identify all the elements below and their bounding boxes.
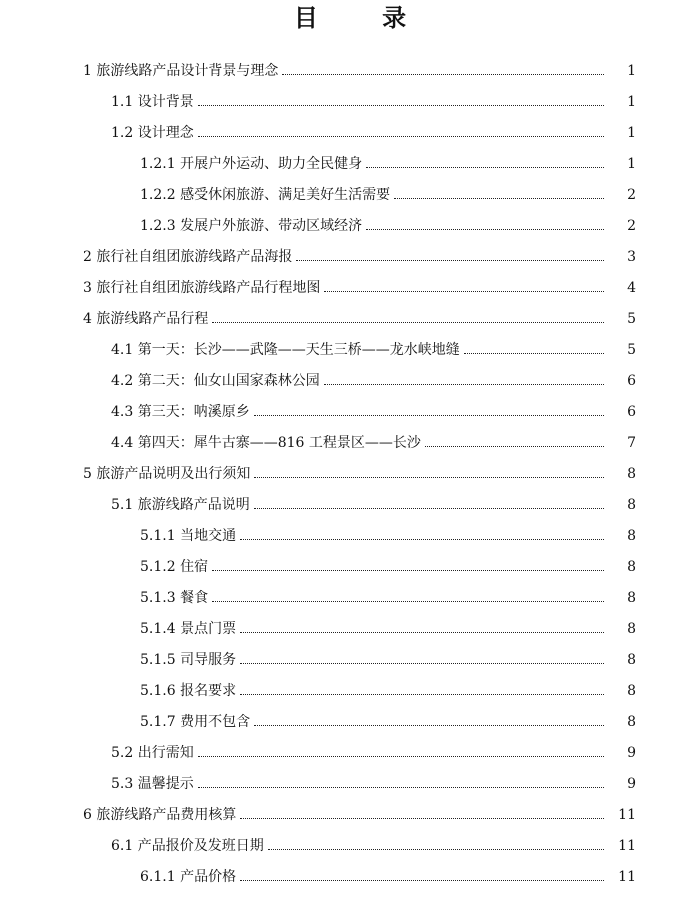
toc-entry-page-number: 8 <box>627 713 636 730</box>
dot-leader <box>198 135 604 137</box>
toc-entry-page-number: 1 <box>627 124 636 141</box>
toc-entry-title: 1.1 设计背景 <box>111 93 194 110</box>
toc-entry[interactable] <box>0 396 700 427</box>
toc-entry-page-number: 8 <box>627 682 636 699</box>
toc-entry-page-number: 11 <box>618 837 636 854</box>
dot-leader <box>240 693 604 695</box>
dot-leader <box>268 848 604 850</box>
toc-entry-title: 5.1 旅游线路产品说明 <box>111 496 250 513</box>
dot-leader <box>212 569 604 571</box>
toc-entry-page-number: 1 <box>627 93 636 110</box>
toc-entry-title: 6.1.1 产品价格 <box>140 868 237 885</box>
toc-entry-title: 4 旅游线路产品行程 <box>83 310 209 327</box>
dot-leader <box>212 321 604 323</box>
toc-entry-page-number: 11 <box>618 806 636 823</box>
toc-entry-page-number: 7 <box>627 434 636 451</box>
toc-entry-page-number: 8 <box>627 589 636 606</box>
toc-entry[interactable] <box>0 458 700 489</box>
toc-entry-page-number: 1 <box>627 62 636 79</box>
toc-entry-page-number: 8 <box>627 496 636 513</box>
toc-entry-page-number: 1 <box>627 155 636 172</box>
toc-entry-title: 1.2.1 开展户外运动、助力全民健身 <box>140 155 363 172</box>
toc-entry[interactable] <box>0 613 700 644</box>
toc-entry[interactable] <box>0 830 700 861</box>
toc-entry[interactable] <box>0 520 700 551</box>
toc-entry[interactable] <box>0 489 700 520</box>
toc-entry-title: 5.1.4 景点门票 <box>140 620 237 637</box>
toc-entry[interactable] <box>0 303 700 334</box>
toc-entry-title: 6 旅游线路产品费用核算 <box>83 806 237 823</box>
dot-leader <box>240 631 604 633</box>
toc-entry-title: 1.2.2 感受休闲旅游、满足美好生活需要 <box>140 186 391 203</box>
toc-entry[interactable] <box>0 706 700 737</box>
toc-entry-page-number: 9 <box>627 744 636 761</box>
toc-entry-page-number: 8 <box>627 465 636 482</box>
toc-entry-page-number: 3 <box>627 248 636 265</box>
toc-entry-page-number: 8 <box>627 558 636 575</box>
toc-entry-title: 2 旅行社自组团旅游线路产品海报 <box>83 248 293 265</box>
toc-entry-title: 5.1.3 餐食 <box>140 589 209 606</box>
toc-entry-title: 1.2.3 发展户外旅游、带动区域经济 <box>140 217 363 234</box>
toc-entry-page-number: 8 <box>627 527 636 544</box>
toc-entry[interactable] <box>0 86 700 117</box>
toc-entry-page-number: 6 <box>627 403 636 420</box>
dot-leader <box>254 476 604 478</box>
toc-entry-title: 5.1.7 费用不包含 <box>140 713 251 730</box>
toc-entry[interactable] <box>0 427 700 458</box>
toc-entry-title: 5.3 温馨提示 <box>111 775 194 792</box>
dot-leader <box>240 817 604 819</box>
toc-entry[interactable] <box>0 272 700 303</box>
toc-entry-page-number: 5 <box>627 341 636 358</box>
dot-leader <box>425 445 604 447</box>
toc-entry[interactable] <box>0 117 700 148</box>
dot-leader <box>464 352 604 354</box>
toc-entry-title: 4.3 第三天：呐溪原乡 <box>111 403 250 420</box>
toc-entry[interactable] <box>0 644 700 675</box>
toc-entry[interactable] <box>0 582 700 613</box>
toc-entry[interactable] <box>0 799 700 830</box>
toc-entry-title: 5.1.1 当地交通 <box>140 527 237 544</box>
dot-leader <box>324 290 604 292</box>
toc-entry-page-number: 8 <box>627 620 636 637</box>
toc-entry-title: 4.4 第四天：犀牛古寨——816 工程景区——长沙 <box>111 434 421 451</box>
toc-entry-page-number: 2 <box>627 217 636 234</box>
dot-leader <box>366 166 604 168</box>
toc-entry-title: 3 旅行社自组团旅游线路产品行程地图 <box>83 279 321 296</box>
dot-leader <box>296 259 604 261</box>
toc-entry[interactable] <box>0 551 700 582</box>
toc-entry-page-number: 2 <box>627 186 636 203</box>
toc-entry-title: 6.1 产品报价及发班日期 <box>111 837 264 854</box>
dot-leader <box>240 538 604 540</box>
toc-entry-title: 4.1 第一天：长沙——武隆——天生三桥——龙水峡地缝 <box>111 341 460 358</box>
toc-entry[interactable] <box>0 365 700 396</box>
toc-entry-title: 1 旅游线路产品设计背景与理念 <box>83 62 279 79</box>
toc-entry-title: 5.2 出行需知 <box>111 744 194 761</box>
toc-list <box>0 55 700 892</box>
toc-entry[interactable] <box>0 675 700 706</box>
toc-entry-title: 4.2 第二天：仙女山国家森林公园 <box>111 372 320 389</box>
toc-entry-page-number: 6 <box>627 372 636 389</box>
dot-leader <box>254 724 604 726</box>
dot-leader <box>394 197 604 199</box>
toc-entry[interactable] <box>0 334 700 365</box>
toc-entry-page-number: 8 <box>627 651 636 668</box>
dot-leader <box>198 755 604 757</box>
dot-leader <box>212 600 604 602</box>
dot-leader <box>254 507 604 509</box>
toc-entry-title: 5 旅游产品说明及出行须知 <box>83 465 251 482</box>
toc-entry-title: 5.1.2 住宿 <box>140 558 209 575</box>
dot-leader <box>366 228 604 230</box>
dot-leader <box>240 879 604 881</box>
toc-entry-page-number: 4 <box>627 279 636 296</box>
toc-entry[interactable] <box>0 737 700 768</box>
toc-entry-title: 5.1.5 司导服务 <box>140 651 237 668</box>
dot-leader <box>198 786 604 788</box>
dot-leader <box>240 662 604 664</box>
toc-entry[interactable] <box>0 179 700 210</box>
toc-entry-title: 5.1.6 报名要求 <box>140 682 237 699</box>
toc-entry[interactable] <box>0 210 700 241</box>
toc-entry-page-number: 9 <box>627 775 636 792</box>
toc-entry[interactable] <box>0 148 700 179</box>
toc-entry-page-number: 5 <box>627 310 636 327</box>
page-title: 目 录 <box>293 3 435 32</box>
toc-entry[interactable] <box>0 861 700 892</box>
dot-leader <box>254 414 604 416</box>
toc-entry[interactable] <box>0 768 700 799</box>
dot-leader <box>282 73 604 75</box>
toc-entry-page-number: 11 <box>618 868 636 885</box>
toc-entry-title: 1.2 设计理念 <box>111 124 194 141</box>
toc-entry[interactable] <box>0 241 700 272</box>
dot-leader <box>198 104 604 106</box>
toc-entry[interactable] <box>0 55 700 86</box>
dot-leader <box>324 383 604 385</box>
